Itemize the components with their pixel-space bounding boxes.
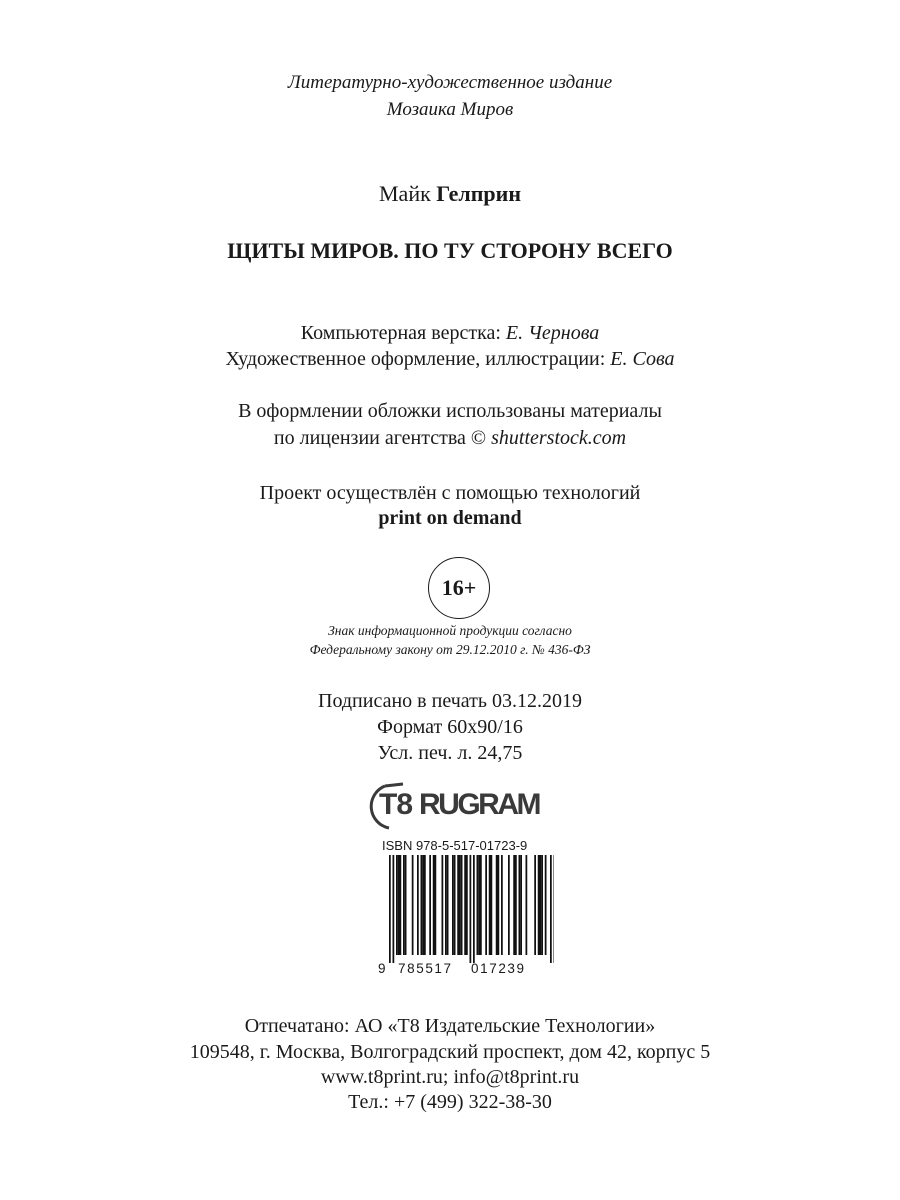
age-rating-note-2: Федеральному закону от 29.12.2010 г. № 436-ФЗ <box>309 642 591 657</box>
barcode-digits-right: 017239 <box>471 961 526 976</box>
barcode-bar <box>534 855 536 955</box>
barcode-bar <box>442 855 444 955</box>
barcode-bar <box>554 855 555 963</box>
barcode-bar <box>424 855 426 955</box>
printer-phone: Тел.: +7 (499) 322-38-30 <box>348 1091 552 1113</box>
barcode-bar <box>498 855 500 955</box>
license-line-2 <box>0 427 900 450</box>
barcode-bar <box>417 855 419 955</box>
barcode-bar <box>459 855 461 955</box>
barcode-bar <box>480 855 482 955</box>
barcode-bar <box>412 855 414 955</box>
barcode-bar <box>478 855 480 955</box>
printer-contacts: www.t8print.ru; info@t8print.ru <box>320 1066 580 1088</box>
rugram-logo <box>367 778 557 832</box>
barcode-bar <box>400 855 402 955</box>
print-signed-date: Подписано в печать 03.12.2019 <box>318 690 582 712</box>
barcode-bar <box>457 855 459 955</box>
credit-design <box>0 348 900 371</box>
project-line-2: print on demand <box>378 507 522 529</box>
project-line-1: Проект осуществлён с помощью технологий <box>259 482 641 504</box>
barcode-bar <box>496 855 498 955</box>
barcode-bar <box>545 855 547 955</box>
barcode-bar <box>422 855 424 955</box>
license-prefix: по лицензии агентства © <box>273 427 487 449</box>
print-format: Формат 60х90/16 <box>377 716 523 738</box>
logo-t8-text: T8 <box>379 788 413 821</box>
barcode-bar <box>501 855 503 955</box>
barcode-bar <box>405 855 407 955</box>
credit-design-label: Художественное оформление, иллюстрации: <box>225 348 606 370</box>
barcode-bar <box>540 855 542 955</box>
author-first-name: Майк <box>379 181 431 206</box>
printer-line-1: Отпечатано: АО «Т8 Издательские Технологии» <box>244 1015 656 1037</box>
barcode-bar <box>396 855 398 955</box>
barcode-bar <box>421 855 423 955</box>
print-sheets: Усл. печ. л. 24,75 <box>377 742 523 764</box>
barcode-bar <box>473 855 475 963</box>
series-line-1: Литературно-художественное издание <box>287 72 613 93</box>
credit-layout-name: Е. Чернова <box>505 322 600 344</box>
author-last-name: Гелприн <box>436 181 521 206</box>
logo-rugram-text: RUGRAM <box>419 788 539 821</box>
barcode-digits-left: 785517 <box>398 961 453 976</box>
barcode-bar <box>489 855 491 955</box>
barcode-bar <box>508 855 510 955</box>
barcode-bar <box>491 855 493 955</box>
barcode-bar <box>393 855 395 963</box>
barcode-bar <box>513 855 515 955</box>
barcode-bar <box>485 855 487 955</box>
isbn-label: ISBN 978-5-517-01723-9 <box>382 838 528 853</box>
barcode-bar <box>526 855 528 955</box>
barcode-bar <box>541 855 543 955</box>
barcode-bar <box>515 855 517 955</box>
barcode-bar <box>447 855 449 955</box>
barcode-bar <box>470 855 472 963</box>
barcode-bar <box>464 855 466 955</box>
author-name <box>0 181 900 207</box>
barcode-bar <box>454 855 456 955</box>
barcode-bar <box>389 855 391 963</box>
barcode-digit-first: 9 <box>378 961 388 976</box>
barcode-bar <box>435 855 437 955</box>
credit-layout <box>0 322 900 345</box>
barcode-bar <box>519 855 521 955</box>
age-rating-note-1: Знак информационной продукции согласно <box>328 623 572 638</box>
age-rating-badge: 16+ <box>428 557 490 619</box>
barcode-bar <box>429 855 431 955</box>
printer-line-2: 109548, г. Москва, Волгоградский проспект, дом 42, корпус 5 <box>189 1041 711 1063</box>
license-line-1: В оформлении обложки использованы материалы <box>238 400 662 422</box>
isbn-barcode <box>374 855 554 963</box>
barcode-bar <box>538 855 540 955</box>
barcode-bar <box>550 855 552 963</box>
barcode-bar <box>452 855 454 955</box>
credit-layout-label: Компьютерная верстка: <box>300 322 501 344</box>
barcode-bar <box>403 855 405 955</box>
barcode-bar <box>433 855 435 955</box>
barcode-bar <box>398 855 400 955</box>
license-source: shutterstock.com <box>491 427 627 449</box>
barcode-bar <box>461 855 463 955</box>
book-title: ЩИТЫ МИРОВ. ПО ТУ СТОРОНУ ВСЕГО <box>227 238 673 263</box>
series-line-2: Мозаика Миров <box>386 99 514 120</box>
barcode-bar <box>477 855 479 955</box>
credit-design-name: Е. Сова <box>610 348 675 370</box>
barcode-bar <box>445 855 447 955</box>
barcode-bar <box>520 855 522 955</box>
barcode-bar <box>466 855 468 955</box>
